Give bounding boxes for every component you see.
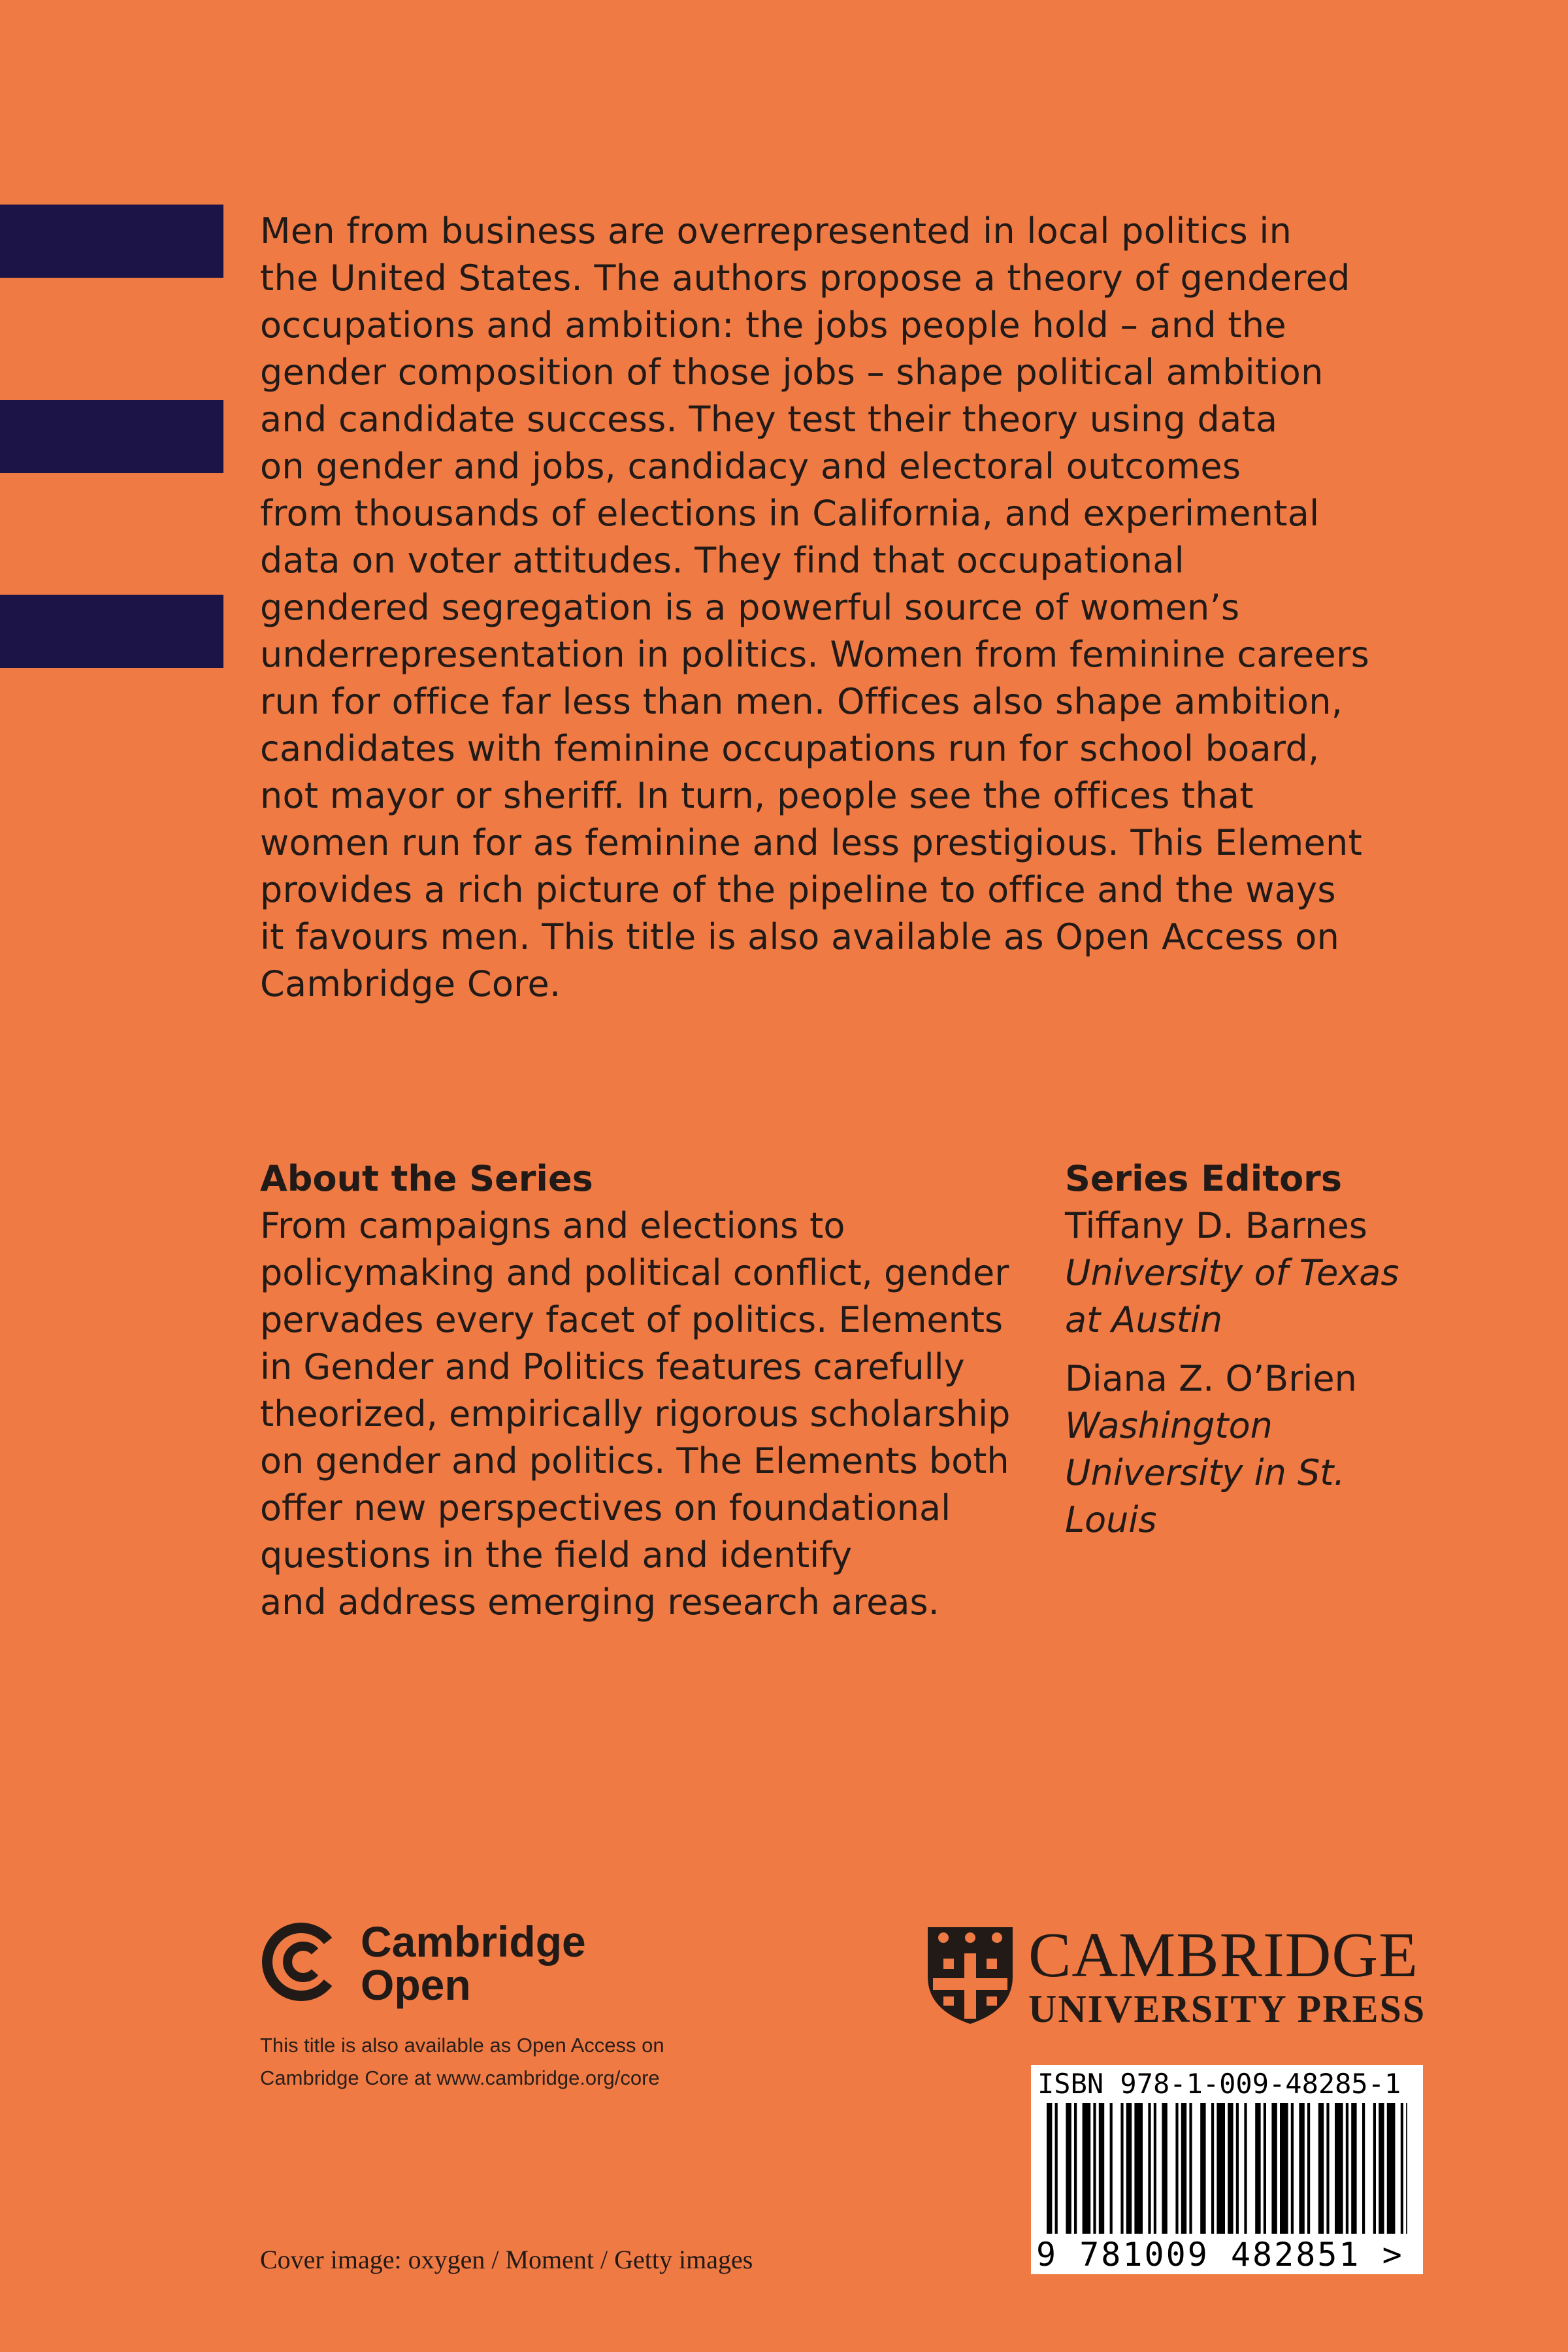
open-access-note (260, 2029, 664, 2095)
blurb-line: Cambridge Core. (260, 963, 561, 1004)
cambridge-open-name-line1: Cambridge (361, 1917, 586, 1966)
accent-bar-bottom (0, 595, 223, 668)
barcode-bar (1271, 2103, 1277, 2234)
cambridge-open-logo-icon (260, 1921, 341, 2002)
barcode-bar (1055, 2103, 1058, 2234)
barcode-bar (1335, 2103, 1343, 2234)
barcode-bar (1099, 2103, 1104, 2234)
barcode-bar (1307, 2103, 1310, 2234)
cover-image-credit: Cover image: oxygen / Moment / Getty images (260, 2245, 753, 2274)
about-line: and address emerging research areas. (260, 1582, 939, 1623)
about-line: theorized, empirically rigorous scholarship (260, 1393, 1011, 1434)
editor-affiliation: Louis (1065, 1499, 1157, 1540)
blurb-line: women run for as feminine and less prestigious. This Element (260, 822, 1363, 863)
barcode-bar (1175, 2103, 1178, 2234)
about-series-heading: About the Series (260, 1158, 593, 1199)
open-access-note-line1: This title is also available as Open Access on (260, 2034, 664, 2057)
editor-affiliation: University of Texas (1065, 1252, 1399, 1293)
barcode-bar (1083, 2103, 1091, 2234)
publisher-name-line1: CAMBRIDGE (1028, 1920, 1419, 1991)
blurb-line: occupations and ambition: the jobs people hold – and the (260, 305, 1286, 346)
barcode-bar (1387, 2103, 1396, 2234)
blurb-line: underrepresentation in politics. Women from feminine careers (260, 634, 1370, 675)
barcode-bar (1406, 2103, 1407, 2234)
barcode-bar (1346, 2103, 1348, 2234)
barcode-bar (1236, 2103, 1239, 2234)
isbn-barcode (1031, 2065, 1423, 2274)
editor-affiliation: at Austin (1065, 1299, 1223, 1340)
cambridge-open-name-line2: Open (361, 1961, 471, 2009)
cambridge-open-wordmark (361, 1917, 586, 2009)
blurb-line: not mayor or sheriff. In turn, people see the offices that (260, 775, 1254, 816)
barcode-bar (1401, 2103, 1403, 2234)
blurb-line: provides a rich picture of the pipeline to office and the ways (260, 869, 1336, 910)
blurb-line: Men from business are overrepresented in local politics in (260, 210, 1292, 252)
barcode-bar (1326, 2103, 1329, 2234)
barcode-bar (1066, 2103, 1071, 2234)
about-the-series (260, 1155, 1070, 1626)
barcode-bar (1211, 2103, 1214, 2234)
about-line: From campaigns and elections to (260, 1205, 845, 1246)
barcode-bar (1200, 2103, 1205, 2234)
barcode-bar (1228, 2103, 1233, 2234)
isbn-label: ISBN 978-1-009-48285-1 (1037, 2068, 1401, 2100)
blurb-line: it favours men. This title is also available as Open Access on (260, 916, 1340, 957)
barcode-bar (1379, 2103, 1384, 2234)
barcode-bar (1189, 2103, 1192, 2234)
barcode-bar (1362, 2103, 1365, 2234)
barcode-bar (1148, 2103, 1151, 2234)
publisher-name-line2: UNIVERSITY PRESS (1028, 1987, 1426, 2030)
barcode-bar (1318, 2103, 1324, 2234)
publisher-wordmark (1028, 1920, 1426, 2030)
blurb-line: candidates with feminine occupations run for school board, (260, 728, 1320, 769)
barcode-bar (1244, 2103, 1247, 2234)
accent-bar-middle (0, 400, 223, 473)
barcode-bar (1093, 2103, 1096, 2234)
blurb-line: on gender and jobs, candidacy and electoral outcomes (260, 446, 1241, 487)
cambridge-shield-icon (925, 1925, 1015, 2029)
barcode-bar (1291, 2103, 1294, 2234)
about-line: policymaking and political conflict, gender (260, 1252, 1009, 1293)
barcode-bar (1255, 2103, 1260, 2234)
blurb-line: and candidate success. They test their theory using data (260, 399, 1278, 440)
barcode-bars (1047, 2103, 1407, 2234)
book-blurb (260, 208, 1436, 1008)
about-line: questions in the field and identify (260, 1534, 853, 1576)
editor-name: Diana Z. O’Brien (1065, 1358, 1357, 1399)
blurb-line: run for office far less than men. Offices also shape ambition, (260, 681, 1343, 722)
barcode-bar (1351, 2103, 1356, 2234)
barcode-bar (1181, 2103, 1186, 2234)
about-series-text (260, 1202, 1070, 1626)
accent-bar-top (0, 205, 223, 278)
barcode-bar (1162, 2103, 1167, 2234)
barcode-bar (1110, 2103, 1113, 2234)
barcode-bar (1264, 2103, 1266, 2234)
editor-affiliation: Washington (1065, 1405, 1273, 1446)
series-editors (1065, 1155, 1522, 1544)
blurb-line: gendered segregation is a powerful source of women’s (260, 587, 1240, 628)
editor-affiliation: University in St. (1065, 1452, 1345, 1493)
blurb-line: gender composition of those jobs – shape political ambition (260, 352, 1324, 393)
about-line: pervades every facet of politics. Elements (260, 1299, 1004, 1340)
about-line: in Gender and Politics features carefully (260, 1346, 965, 1387)
blurb-line: the United States. The authors propose a theory of gendered (260, 257, 1350, 299)
barcode-bar (1373, 2103, 1376, 2234)
barcode-bar (1074, 2103, 1077, 2234)
barcode-bar (1120, 2103, 1123, 2234)
barcode-bar (1299, 2103, 1304, 2234)
barcode-digits: 9 781009 482851 > (1036, 2236, 1404, 2274)
barcode-bar (1047, 2103, 1052, 2234)
editor-name: Tiffany D. Barnes (1065, 1205, 1367, 1246)
barcode-bar (1280, 2103, 1288, 2234)
blurb-line: from thousands of elections in California, and experimental (260, 493, 1320, 534)
about-line: offer new perspectives on foundational (260, 1487, 951, 1529)
barcode-bar (1154, 2103, 1156, 2234)
series-editors-heading: Series Editors (1065, 1158, 1342, 1199)
barcode-bar (1217, 2103, 1225, 2234)
barcode-bar (1126, 2103, 1132, 2234)
barcode-bar (1134, 2103, 1143, 2234)
open-access-note-line2: Cambridge Core at www.cambridge.org/core (260, 2066, 660, 2089)
about-line: on gender and politics. The Elements both (260, 1440, 1009, 1482)
blurb-line: data on voter attitudes. They find that occupational (260, 540, 1184, 581)
